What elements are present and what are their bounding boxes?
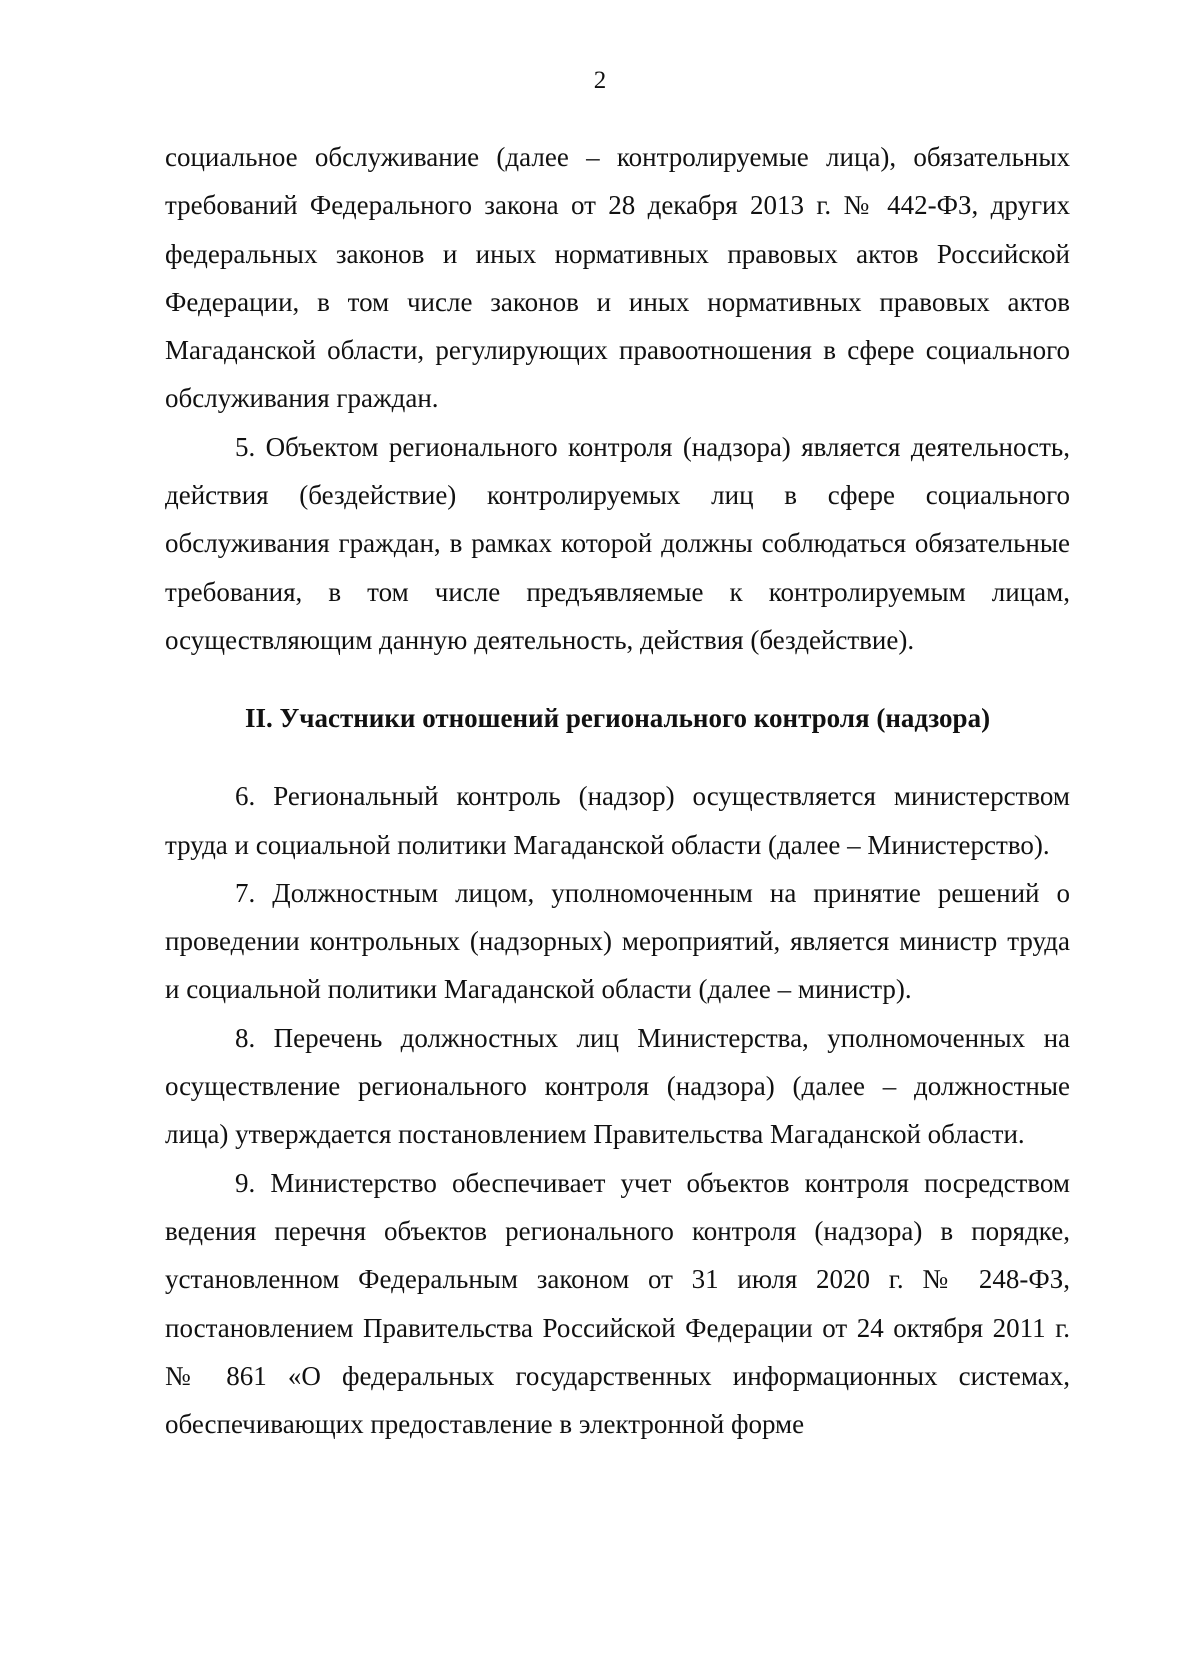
section-heading: II. Участники отношений регионального контроля (надзора) — [244, 703, 991, 734]
paragraph-7: 7. Должностным лицом, уполномоченным на принятие решений о проведении контрольных (надзорных) мероприятий, является министр труда и социальной политики Магаданской области (далее – министр). — [165, 877, 1070, 1005]
paragraph-continued: социальное обслуживание (далее – контролируемые лица), обязательных требований Федерального закона от 28 декабря 2013 г. № 442-ФЗ, других федеральных законов и иных нормативных правовых актов Российской Федерации, в том числе законов и иных нормативных правовых актов Магаданской области, регулирующих правоотношения в сфере социального обслуживания граждан. — [165, 142, 1070, 414]
paragraph-9: 9. Министерство обеспечивает учет объектов контроля посредством ведения перечня объектов регионального контроля (надзора) в порядке, установленном Федеральным законом от 31 июля 2020 г. № 248-ФЗ, постановлением Правительства Российской Федерации от 24 октября 2011 г. № 861 «О федеральных государственных информационных системах, обеспечивающих предоставление в электронной форме — [165, 1167, 1070, 1440]
page-number: 2 — [593, 67, 607, 94]
paragraph-5: 5. Объектом регионального контроля (надзора) является деятельность, действия (бездействие) контролируемых лиц в сфере социального обслуживания граждан, в рамках которой должны соблюдаться обязательные требования, в том числе предъявляемые к контролируемым лицам, осуществляющим данную деятельность, действия (бездействие). — [165, 431, 1070, 655]
document-body — [165, 133, 1070, 1448]
paragraph-8: 8. Перечень должностных лиц Министерства, уполномоченных на осуществление регионального контроля (надзора) (далее – должностные лица) утверждается постановлением Правительства Магаданской области. — [165, 1022, 1070, 1150]
paragraph-6: 6. Региональный контроль (надзор) осуществляется министерством труда и социальной политики Магаданской области (далее – Министерство). — [165, 781, 1070, 860]
